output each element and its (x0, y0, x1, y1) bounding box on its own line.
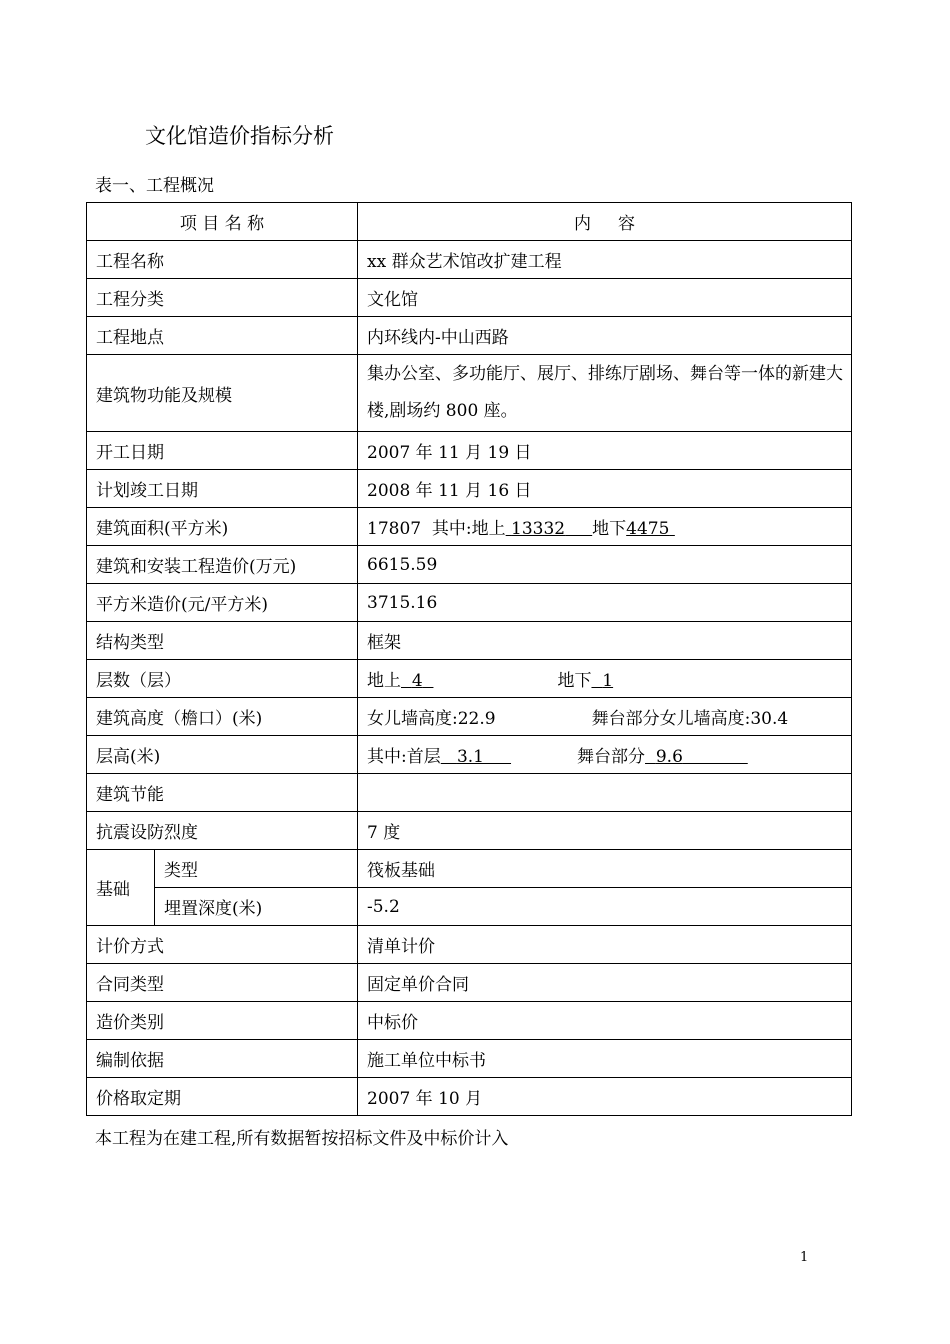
table-row (87, 279, 852, 317)
table-row (87, 850, 852, 888)
table-row (87, 355, 852, 432)
project-overview-table (86, 202, 852, 1116)
area-total: 17807 (367, 519, 422, 539)
table-row (87, 1078, 852, 1116)
table-row (87, 317, 852, 355)
floors-above-label: 地上 (367, 671, 401, 691)
table-row (87, 622, 852, 660)
row-value: 2008 年 11 月 16 日 (358, 470, 852, 508)
foundation-depth-label: 埋置深度(米) (155, 888, 358, 926)
row-label: 工程地点 (87, 317, 358, 355)
row-value: 内环线内-中山西路 (358, 317, 852, 355)
row-value: 2007 年 10 月 (358, 1078, 852, 1116)
floors-below-value: 1 (602, 671, 614, 691)
stage-height-value: 9.6 (655, 747, 683, 767)
row-label: 开工日期 (87, 432, 358, 470)
row-label: 价格取定期 (87, 1078, 358, 1116)
row-value (358, 736, 852, 774)
row-value: 中标价 (358, 1002, 852, 1040)
table-row (87, 888, 852, 926)
area-above-value: 13332 (511, 519, 566, 539)
table-row (87, 698, 852, 736)
foundation-depth-value: -5.2 (358, 888, 852, 926)
row-value: xx 群众艺术馆改扩建工程 (358, 241, 852, 279)
foundation-type-value: 筏板基础 (358, 850, 852, 888)
row-label: 计划竣工日期 (87, 470, 358, 508)
table-row (87, 470, 852, 508)
table-row (87, 1002, 852, 1040)
row-label: 造价类别 (87, 1002, 358, 1040)
row-value (358, 698, 852, 736)
row-value: 施工单位中标书 (358, 1040, 852, 1078)
footnote: 本工程为在建工程,所有数据暂按招标文件及中标价计入 (95, 1129, 509, 1149)
table-row (87, 241, 852, 279)
row-label: 建筑面积(平方米) (87, 508, 358, 546)
row-label: 平方米造价(元/平方米) (87, 584, 358, 622)
table-row (87, 926, 852, 964)
table-row (87, 812, 852, 850)
stage-height-label: 舞台部分 (577, 747, 646, 767)
row-value: 集办公室、多功能厅、展厅、排练厅剧场、舞台等一体的新建大楼,剧场约 800 座。 (358, 355, 852, 432)
row-label: 编制依据 (87, 1040, 358, 1078)
row-value (358, 774, 852, 812)
row-value: 6615.59 (358, 546, 852, 584)
table-row (87, 508, 852, 546)
row-label: 结构类型 (87, 622, 358, 660)
area-above-label: 其中:地上 (431, 519, 506, 539)
row-value: 文化馆 (358, 279, 852, 317)
row-label: 层高(米) (87, 736, 358, 774)
table-row (87, 660, 852, 698)
parapet-height: 女儿墙高度:22.9 (367, 709, 496, 729)
table-row (87, 1040, 852, 1078)
row-label: 建筑和安装工程造价(万元) (87, 546, 358, 584)
row-label: 抗震设防烈度 (87, 812, 358, 850)
page-number: 1 (800, 1250, 809, 1265)
first-floor-value: 3.1 (456, 747, 484, 767)
table-row (87, 584, 852, 622)
row-label: 建筑高度（檐口）(米) (87, 698, 358, 736)
stage-parapet-height: 舞台部分女儿墙高度:30.4 (591, 709, 789, 729)
row-value: 清单计价 (358, 926, 852, 964)
row-label: 建筑物功能及规模 (87, 355, 358, 432)
first-floor-label: 其中:首层 (367, 747, 441, 767)
table-row (87, 736, 852, 774)
row-value (358, 508, 852, 546)
header-item-name: 项 目 名 称 (87, 203, 358, 241)
row-value: 固定单价合同 (358, 964, 852, 1002)
row-label: 工程分类 (87, 279, 358, 317)
table-row (87, 546, 852, 584)
table-row (87, 964, 852, 1002)
row-label: 合同类型 (87, 964, 358, 1002)
document-title: 文化馆造价指标分析 (145, 124, 334, 148)
foundation-label: 基础 (87, 850, 155, 926)
row-label: 工程名称 (87, 241, 358, 279)
table-header-row (87, 203, 852, 241)
row-value: 框架 (358, 622, 852, 660)
row-value: 7 度 (358, 812, 852, 850)
row-label: 层数（层） (87, 660, 358, 698)
foundation-type-label: 类型 (155, 850, 358, 888)
row-value (358, 660, 852, 698)
table-caption: 表一、工程概况 (95, 176, 214, 196)
row-value: 2007 年 11 月 19 日 (358, 432, 852, 470)
row-label: 建筑节能 (87, 774, 358, 812)
area-below-value: 4475 (626, 519, 670, 539)
floors-above-value: 4 (411, 671, 423, 691)
row-value: 3715.16 (358, 584, 852, 622)
floors-below-label: 地下 (557, 671, 592, 691)
table-row (87, 774, 852, 812)
area-below-label: 地下 (592, 519, 627, 539)
header-content: 内 容 (358, 203, 852, 241)
row-label: 计价方式 (87, 926, 358, 964)
table-row (87, 432, 852, 470)
